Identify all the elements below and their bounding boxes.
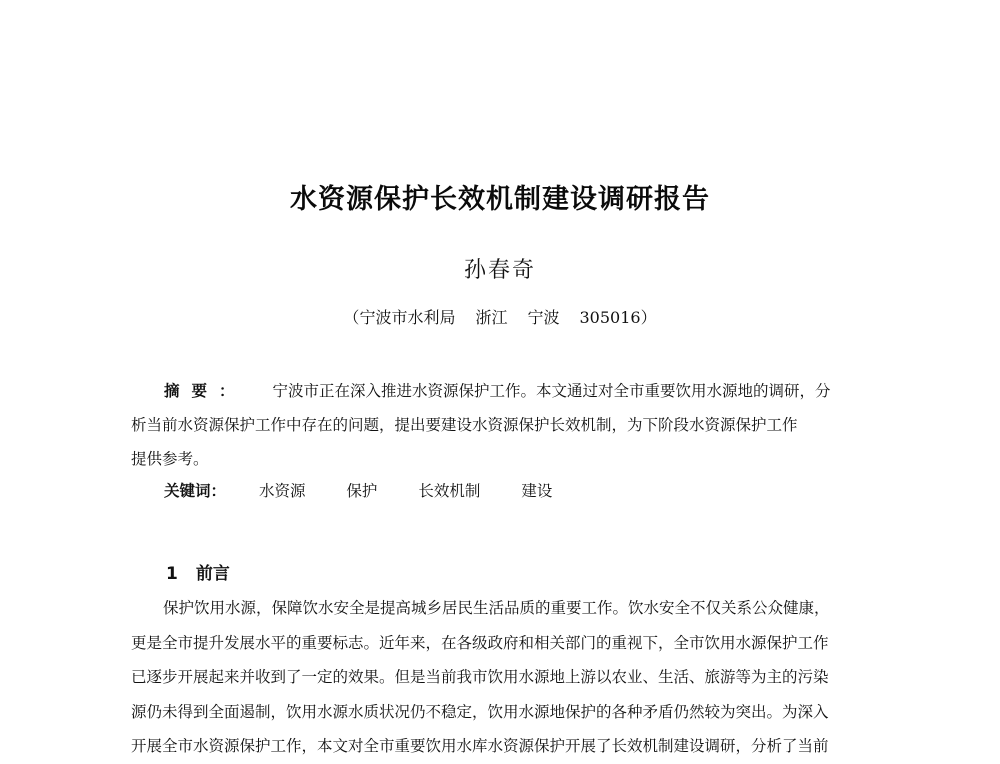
affiliation-postcode: 305016 — [579, 308, 641, 327]
section-body — [131, 591, 883, 764]
section-title: 前言 — [195, 564, 230, 584]
section-heading — [166, 559, 230, 584]
keyword: 建设 — [521, 482, 553, 500]
body-line: 已逐步开展起来并收到了一定的效果。但是当前我市饮用水源地上游以农业、生活、旅游等为主的污染 — [131, 668, 829, 686]
affiliation — [0, 305, 1000, 328]
abstract — [131, 374, 881, 476]
abstract-line: 提供参考。 — [131, 450, 209, 468]
keywords — [164, 479, 588, 501]
keyword: 长效机制 — [418, 482, 481, 500]
keyword: 保护 — [346, 482, 378, 500]
abstract-line — [131, 374, 881, 408]
body-line: 源仍未得到全面遏制，饮用水源水质状况仍不稳定，饮用水源地保护的各种矛盾仍然较为突出。为深入 — [131, 702, 829, 721]
affiliation-province: 浙江 — [475, 308, 508, 327]
keyword: 水资源 — [258, 482, 306, 500]
affiliation-close-paren: ） — [640, 308, 657, 327]
affiliation-open-paren: （ — [343, 308, 360, 327]
body-line: 保护饮用水源，保障饮水安全是提高城乡居民生活品质的重要工作。饮水安全不仅关系公众健康， — [163, 599, 830, 617]
abstract-text: 宁波市正在深入推进水资源保护工作。本文通过对全市重要饮用水源地的调研，分 — [272, 382, 831, 400]
affiliation-city: 宁波 — [527, 308, 560, 327]
abstract-label: 摘要： — [164, 382, 247, 400]
keywords-label: 关键词： — [164, 482, 227, 500]
body-line: 开展全市水资源保护工作，本文对全市重要饮用水库水资源保护开展了长效机制建设调研，分析了当前 — [131, 737, 829, 755]
author-name: 孙春奇 — [463, 258, 536, 283]
paper-title: 水资源保护长效机制建设调研报告 — [290, 184, 710, 215]
abstract-line: 析当前水资源保护工作中存在的问题，提出要建设水资源保护长效机制，为下阶段水资源保护工作 — [131, 416, 798, 434]
body-line: 更是全市提升发展水平的重要标志。近年来，在各级政府和相关部门的重视下，全市饮用水源保护工作 — [131, 633, 829, 652]
affiliation-org: 宁波市水利局 — [359, 308, 456, 327]
section-number: 1 — [166, 564, 178, 584]
